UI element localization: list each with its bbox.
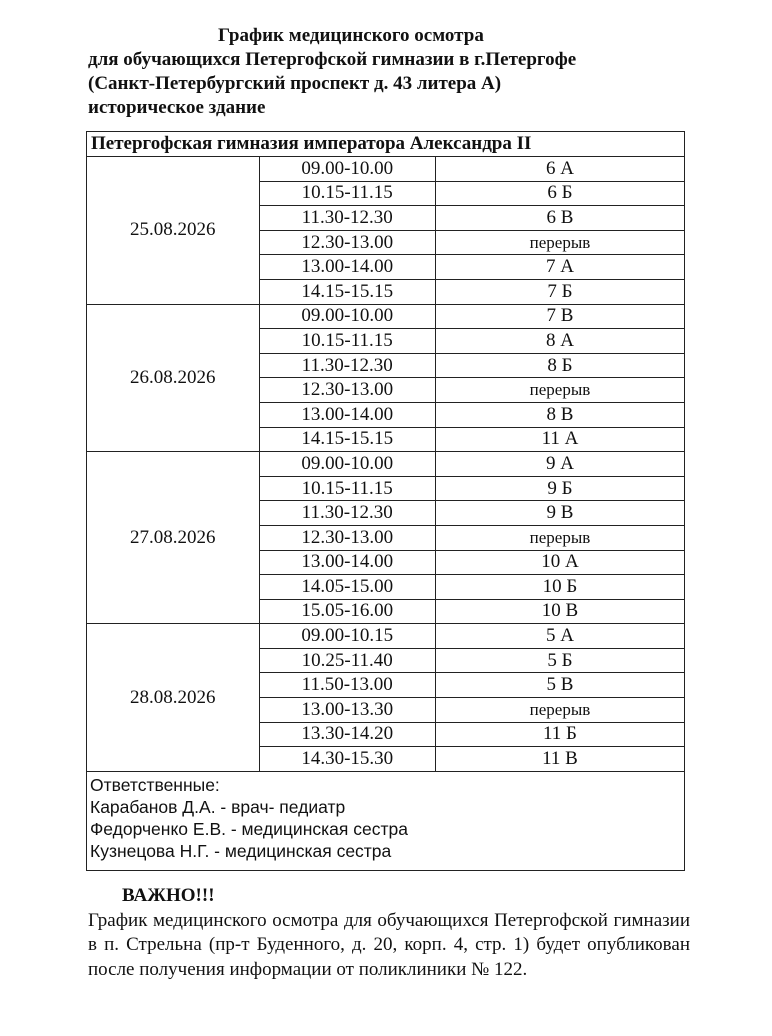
time-slot: 10.15-11.15 bbox=[259, 476, 435, 501]
header-subtitle: для обучающихся Петергофской гимназии в г.Петергофе bbox=[88, 49, 577, 70]
class-cell: 5 А bbox=[435, 624, 684, 649]
class-cell: 9 В bbox=[435, 501, 684, 526]
class-cell: 11 Б bbox=[435, 722, 684, 747]
header-address: (Санкт-Петербургский проспект д. 43 литера А) bbox=[88, 73, 502, 94]
exam-date: 25.08.2026 bbox=[87, 157, 260, 305]
time-slot: 14.15-15.15 bbox=[259, 427, 435, 452]
break-cell: перерыв bbox=[435, 698, 684, 723]
time-slot: 11.50-13.00 bbox=[259, 673, 435, 698]
time-slot: 09.00-10.15 bbox=[259, 624, 435, 649]
responsible-person: Кузнецова Н.Г. - медицинская сестра bbox=[90, 840, 392, 861]
notice-text: График медицинского осмотра для обучающихся Петергофской гимназии в п. Стрельна (пр-т Буденного, д. 20, корп. 4, стр. 1) будет опубликован после получения информации от поликлиники № 122. bbox=[88, 909, 690, 980]
time-slot: 09.00-10.00 bbox=[259, 157, 435, 182]
class-cell: 9 А bbox=[435, 452, 684, 477]
time-slot: 13.00-14.00 bbox=[259, 255, 435, 280]
class-cell: 8 Б bbox=[435, 353, 684, 378]
responsible-person: Федорченко Е.В. - медицинская сестра bbox=[90, 818, 408, 839]
exam-date: 26.08.2026 bbox=[87, 304, 260, 452]
time-slot: 12.30-13.00 bbox=[259, 378, 435, 403]
class-cell: 10 Б bbox=[435, 575, 684, 600]
class-cell: 9 Б bbox=[435, 476, 684, 501]
schedule-table bbox=[86, 131, 685, 871]
time-slot: 14.30-15.30 bbox=[259, 747, 435, 772]
important-heading: ВАЖНО!!! bbox=[122, 885, 215, 906]
responsible-row bbox=[87, 771, 685, 870]
notice bbox=[88, 884, 690, 982]
time-slot: 13.00-13.30 bbox=[259, 698, 435, 723]
time-slot: 10.15-11.15 bbox=[259, 329, 435, 354]
class-cell: 10 В bbox=[435, 599, 684, 624]
responsible-cell bbox=[87, 771, 685, 870]
time-slot: 13.00-14.00 bbox=[259, 550, 435, 575]
class-cell: 11 В bbox=[435, 747, 684, 772]
time-slot: 10.25-11.40 bbox=[259, 648, 435, 673]
exam-date: 28.08.2026 bbox=[87, 624, 260, 772]
class-cell: 5 В bbox=[435, 673, 684, 698]
time-slot: 14.05-15.00 bbox=[259, 575, 435, 600]
break-cell: перерыв bbox=[435, 525, 684, 550]
header-title: График медицинского осмотра bbox=[218, 25, 484, 46]
class-cell: 7 Б bbox=[435, 279, 684, 304]
responsible-label: Ответственные: bbox=[90, 774, 220, 795]
exam-date: 27.08.2026 bbox=[87, 452, 260, 624]
time-slot: 11.30-12.30 bbox=[259, 501, 435, 526]
class-cell: 7 В bbox=[435, 304, 684, 329]
time-slot: 11.30-12.30 bbox=[259, 206, 435, 231]
class-cell: 11 А bbox=[435, 427, 684, 452]
break-cell: перерыв bbox=[435, 230, 684, 255]
time-slot: 12.30-13.00 bbox=[259, 525, 435, 550]
document-header bbox=[88, 24, 728, 120]
time-slot: 09.00-10.00 bbox=[259, 452, 435, 477]
class-cell: 5 Б bbox=[435, 648, 684, 673]
break-cell: перерыв bbox=[435, 378, 684, 403]
time-slot: 11.30-12.30 bbox=[259, 353, 435, 378]
schedule-body bbox=[87, 132, 685, 871]
class-cell: 10 А bbox=[435, 550, 684, 575]
responsible-person: Карабанов Д.А. - врач- педиатр bbox=[90, 796, 346, 817]
schedule-row bbox=[87, 452, 685, 477]
time-slot: 15.05-16.00 bbox=[259, 599, 435, 624]
header-building: историческое здание bbox=[88, 97, 266, 118]
schedule-row bbox=[87, 624, 685, 649]
time-slot: 14.15-15.15 bbox=[259, 279, 435, 304]
school-name: Петергофская гимназия императора Александра II bbox=[87, 132, 685, 157]
class-cell: 8 В bbox=[435, 402, 684, 427]
time-slot: 12.30-13.00 bbox=[259, 230, 435, 255]
time-slot: 13.00-14.00 bbox=[259, 402, 435, 427]
class-cell: 6 А bbox=[435, 157, 684, 182]
class-cell: 8 А bbox=[435, 329, 684, 354]
class-cell: 6 В bbox=[435, 206, 684, 231]
class-cell: 7 А bbox=[435, 255, 684, 280]
schedule-row bbox=[87, 157, 685, 182]
schedule-row bbox=[87, 304, 685, 329]
time-slot: 09.00-10.00 bbox=[259, 304, 435, 329]
time-slot: 10.15-11.15 bbox=[259, 181, 435, 206]
time-slot: 13.30-14.20 bbox=[259, 722, 435, 747]
class-cell: 6 Б bbox=[435, 181, 684, 206]
school-row bbox=[87, 132, 685, 157]
